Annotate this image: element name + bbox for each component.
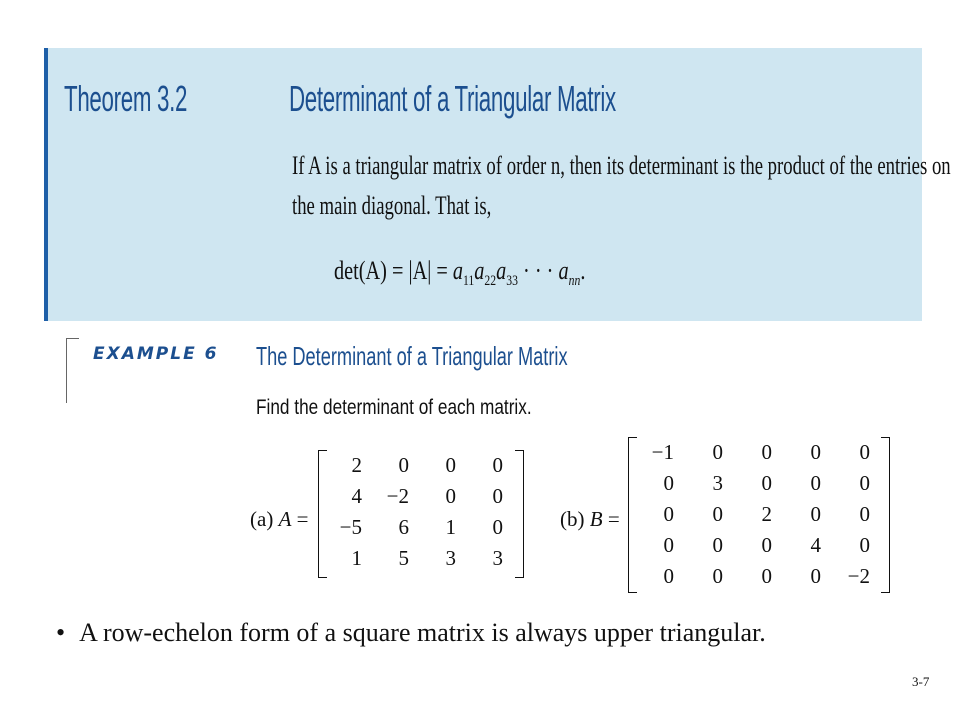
matrix-a-cell: −2 <box>386 484 409 508</box>
matrix-b <box>628 437 890 593</box>
example-label: EXAMPLE 6 <box>93 344 219 364</box>
matrix-a-cell: 0 <box>492 453 503 477</box>
formula-rhs: $a_{11}a_{22}a_{33}$ · · · $a_{nn}$. <box>452 256 586 290</box>
part-b-label <box>560 507 620 532</box>
matrix-a-cell: 4 <box>351 484 362 508</box>
example-prompt: Find the determinant of each matrix. <box>256 396 532 419</box>
matrix-a-cell: 3 <box>492 546 503 570</box>
theorem-formula <box>334 256 585 290</box>
theorem-line-1: If A is a triangular matrix of order n, then its determinant is the product of the entries on <box>292 151 951 180</box>
part-a-tag: (a) <box>250 507 274 531</box>
matrix-b-cell: 2 <box>761 502 772 526</box>
matrix-a-right-bracket <box>515 450 524 578</box>
theorem-statement <box>292 146 960 226</box>
matrix-a-cell: 2 <box>351 453 362 477</box>
matrix-b-cell: 0 <box>761 440 772 464</box>
matrix-b-cell: 0 <box>712 564 723 588</box>
bullet-marker: • <box>56 618 66 647</box>
matrix-b-cell: 0 <box>810 440 821 464</box>
matrix-b-cell: 0 <box>663 533 674 557</box>
theorem-title: Determinant of a Triangular Matrix <box>289 78 616 119</box>
example-corner-bracket <box>66 338 79 403</box>
matrix-a-cell: 1 <box>445 515 456 539</box>
matrix-b-cell: 0 <box>859 471 870 495</box>
matrix-b-cell: 0 <box>712 440 723 464</box>
part-a-equals: = <box>296 507 309 531</box>
part-a-label <box>250 507 308 532</box>
matrix-b-cell: 4 <box>810 533 821 557</box>
matrix-b-cell: 0 <box>712 502 723 526</box>
matrix-a-cell: 0 <box>492 484 503 508</box>
matrix-b-cell: 0 <box>810 564 821 588</box>
matrix-a-cell: 0 <box>398 453 409 477</box>
matrix-b-cell: 0 <box>712 533 723 557</box>
matrix-b-cell: −2 <box>847 564 870 588</box>
matrix-a-cell: 6 <box>398 515 409 539</box>
matrix-b-cell: 0 <box>761 533 772 557</box>
matrix-a-cell: 5 <box>398 546 409 570</box>
formula-lhs: det(A) = |A| = <box>334 256 453 285</box>
theorem-accent-rule <box>44 48 48 321</box>
page-number: 3-7 <box>912 674 930 689</box>
matrix-b-cell: −1 <box>651 440 674 464</box>
bullet-point <box>56 618 766 648</box>
matrix-b-right-bracket <box>881 437 890 593</box>
matrix-a-name: A <box>278 507 292 531</box>
part-b-equals: = <box>607 507 620 531</box>
matrix-a-cell: 0 <box>492 515 503 539</box>
example-title: The Determinant of a Triangular Matrix <box>256 341 568 371</box>
matrix-b-name: B <box>589 507 603 531</box>
matrix-b-cell: 0 <box>859 440 870 464</box>
matrix-b-cell: 0 <box>663 564 674 588</box>
part-b-tag: (b) <box>560 507 585 531</box>
matrix-a-cell: −5 <box>339 515 362 539</box>
matrix-a-cell: 0 <box>445 484 456 508</box>
matrix-a <box>318 450 524 578</box>
matrix-a-cell: 3 <box>445 546 456 570</box>
bullet-text: A row-echelon form of a square matrix is always upper triangular. <box>79 618 766 647</box>
matrix-b-cell: 0 <box>810 502 821 526</box>
matrix-b-cell: 0 <box>663 502 674 526</box>
matrix-a-cell: 0 <box>445 453 456 477</box>
matrix-b-cell: 0 <box>761 471 772 495</box>
matrix-a-cell: 1 <box>351 546 362 570</box>
theorem-label: Theorem 3.2 <box>64 78 188 119</box>
matrix-b-cell: 3 <box>712 471 723 495</box>
theorem-line-2: the main diagonal. That is, <box>292 191 492 220</box>
matrix-b-cell: 0 <box>761 564 772 588</box>
matrix-b-cell: 0 <box>663 471 674 495</box>
matrix-b-cell: 0 <box>859 533 870 557</box>
matrix-b-cell: 0 <box>810 471 821 495</box>
theorem-box <box>44 48 951 321</box>
matrix-b-cell: 0 <box>859 502 870 526</box>
